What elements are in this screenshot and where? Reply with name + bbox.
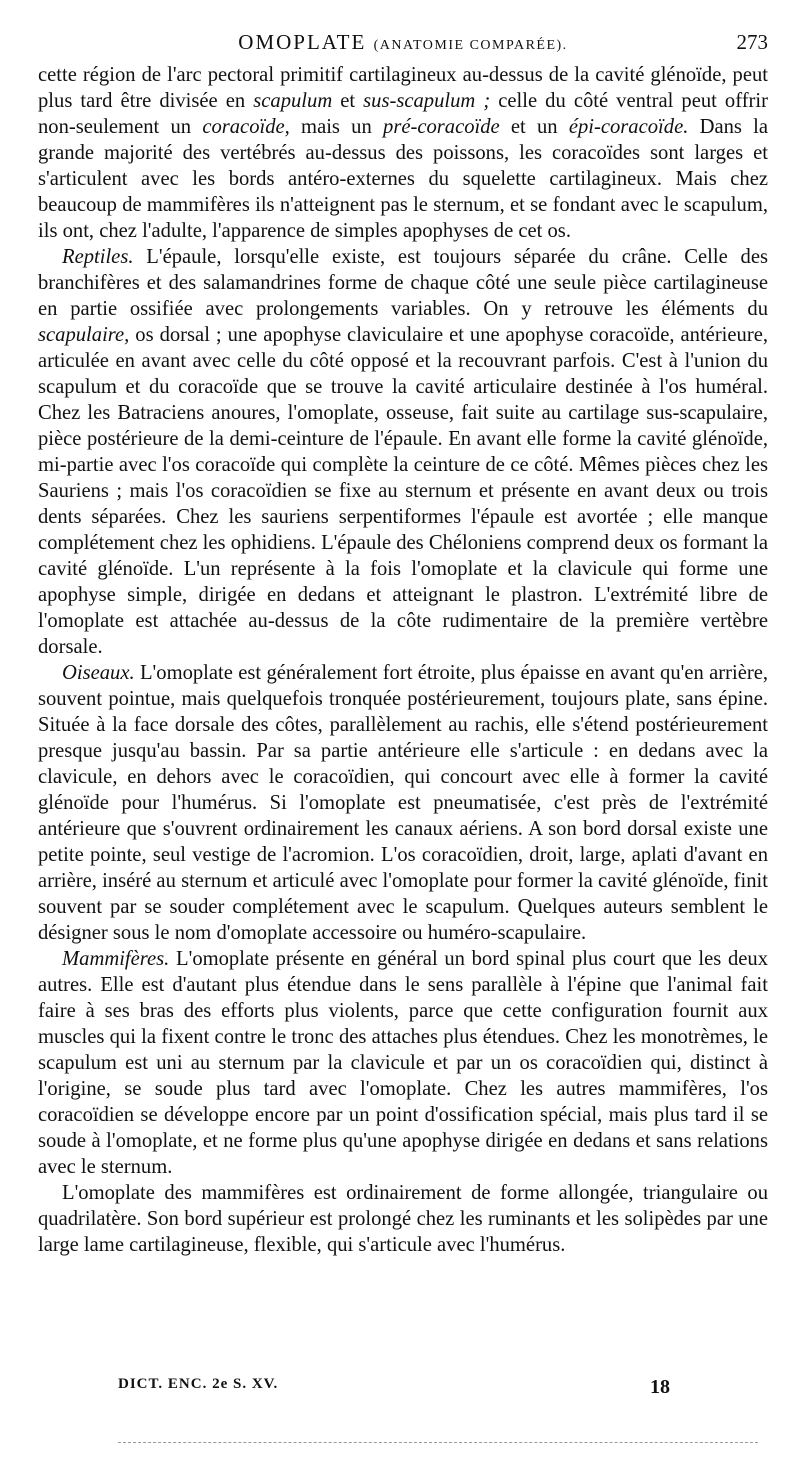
running-title-sub: (ANATOMIE COMPARÉE). <box>373 38 568 53</box>
page-number: 273 <box>736 30 768 54</box>
paragraph-oiseaux <box>38 660 768 946</box>
bottom-dotted-rule <box>118 1442 758 1445</box>
italic-run: Reptiles. <box>62 246 134 268</box>
running-title <box>38 30 768 55</box>
body-text <box>38 62 768 1258</box>
paragraph-mammiferes <box>38 946 768 1180</box>
paragraph-1 <box>38 62 768 244</box>
text-run: L'omoplate présente en général un bord spinal plus court que les deux autres. Elle est d'autant plus étendue dans le sens parallèle à l'épine que l'animal fait faire à ses bras des efforts plus violents, parce que cette configuration fournit aux muscles qui la fixent contre le tronc des attaches plus étendues. Chez les monotrèmes, le scapulum est uni au sternum par la clavicule et par un os coracoïdien qui, distinct à l'origine, se soude plus tard avec l'omoplate. Chez les autres mammifères, l'os coracoïdien se développe encore par un point d'ossification spécial, mais plus tard il se soude à l'omoplate, et ne forme plus qu'une apophyse dirigée en dedans et sans relations avec le sternum. <box>38 948 768 1178</box>
text-run: cette région de l'arc pectoral primitif cartilagineux au-dessus de la cavité glénoïde, peut plus tard être divisée en <box>38 64 768 112</box>
running-head <box>38 30 768 60</box>
text-run: et un <box>499 116 569 138</box>
running-title-main: OMOPLATE <box>238 30 367 54</box>
italic-run: épi-coracoïde. <box>568 116 689 138</box>
italic-run: scapulum <box>253 90 333 112</box>
paragraph-reptiles <box>38 244 768 660</box>
text-run: mais un <box>289 116 384 138</box>
text-run: L'omoplate est généralement fort étroite, plus épaisse en avant qu'en arrière, souvent pointue, mais quelquefois tronquée postérieurement, toujours plate, sans épine. Située à la face dorsale des côtes, parallèlement au rachis, elle s'étend postérieurement presque jusqu'au bassin. Par sa partie antérieure elle s'articule : en dedans avec la clavicule, en dehors avec le coracoïdien, qui concourt avec elle à former la cavité glénoïde pour l'humérus. Si l'omoplate est pneumatisée, c'est près de l'extrémité antérieure que s'ouvrent ordinairement les canaux aériens. A son bord dorsal existe une petite pointe, seul vestige de l'acromion. L'os coracoïdien, droit, large, aplati d'avant en arrière, inséré au sternum et articulé avec l'omoplate pour former la cavité glénoïde, finit souvent par se souder complétement avec le scapulum. Quelques auteurs semblent le désigner sous le nom d'omoplate accessoire ou huméro-scapulaire. <box>38 662 768 944</box>
text-run: et <box>332 90 364 112</box>
text-run: celle du côté ventral peut offrir non-seulement un <box>38 90 768 138</box>
signature-mark: DICT. ENC. 2e S. XV. <box>118 1376 279 1392</box>
paragraph-omoplate-forme <box>38 1180 768 1258</box>
italic-run: pré-coracoïde <box>383 116 500 138</box>
page-footer <box>38 1376 768 1406</box>
italic-run: Oiseaux. <box>62 662 135 684</box>
text-run: Dans la grande majorité des vertébrés au-dessus des poissons, les coracoïdes sont larges et s'articulent avec les bords antéro-externes du squelette cartilagineux. Mais chez beaucoup de mammifères ils n'atteignent pas le sternum, et se fondant avec le scapulum, ils ont, chez l'adulte, l'apparence de simples apophyses de cet os. <box>38 116 769 242</box>
italic-run: coracoïde, <box>202 116 290 138</box>
text-run: os dorsal ; une apophyse claviculaire et une apophyse coracoïde, antérieure, articulée en avant avec celle du côté opposé et la recouvrant parfois. C'est à l'union du scapulum et du coracoïde que se trouve la cavité articulaire destinée à l'os huméral. Chez les Batraciens anoures, l'omoplate, osseuse, fait suite au cartilage sus-scapulaire, pièce postérieure de la demi-ceinture de l'épaule. En avant elle forme la cavité glénoïde, mi-partie avec l'os coracoïde qui complète la ceinture de ce côté. Mêmes pièces chez les Sauriens ; mais l'os coracoïdien se fixe au sternum et présente en avant deux ou trois dents séparées. Chez les sauriens serpentiformes l'épaule est avortée ; elle manque complétement chez les ophidiens. L'épaule des Chéloniens comprend deux os formant la cavité glénoïde. L'un représente à la fois l'omoplate et la clavicule qui forme une apophyse simple, dirigée en dedans et atteignant le plastron. L'extrémité libre de l'omoplate est attachée au-dessus de la côte rudimentaire de la première vertèbre dorsale. <box>38 324 768 658</box>
italic-run: sus-scapulum ; <box>363 90 491 112</box>
text-run: L'omoplate des mammifères est ordinairement de forme allongée, triangulaire ou quadrilatère. Son bord supérieur est prolongé chez les ruminants et les solipèdes par une large lame cartilagineuse, flexible, qui s'articule avec l'humérus. <box>38 1182 768 1256</box>
signature-number: 18 <box>650 1376 670 1398</box>
italic-run: Mammifères. <box>62 948 170 970</box>
italic-run: scapulaire, <box>38 324 130 346</box>
text-run: L'épaule, lorsqu'elle existe, est toujours séparée du crâne. Celle des branchifères et des salamandrines forme de chaque côté une seule pièce cartilagineuse en partie ossifiée avec prolongements variables. On y retrouve les éléments du <box>38 246 768 320</box>
